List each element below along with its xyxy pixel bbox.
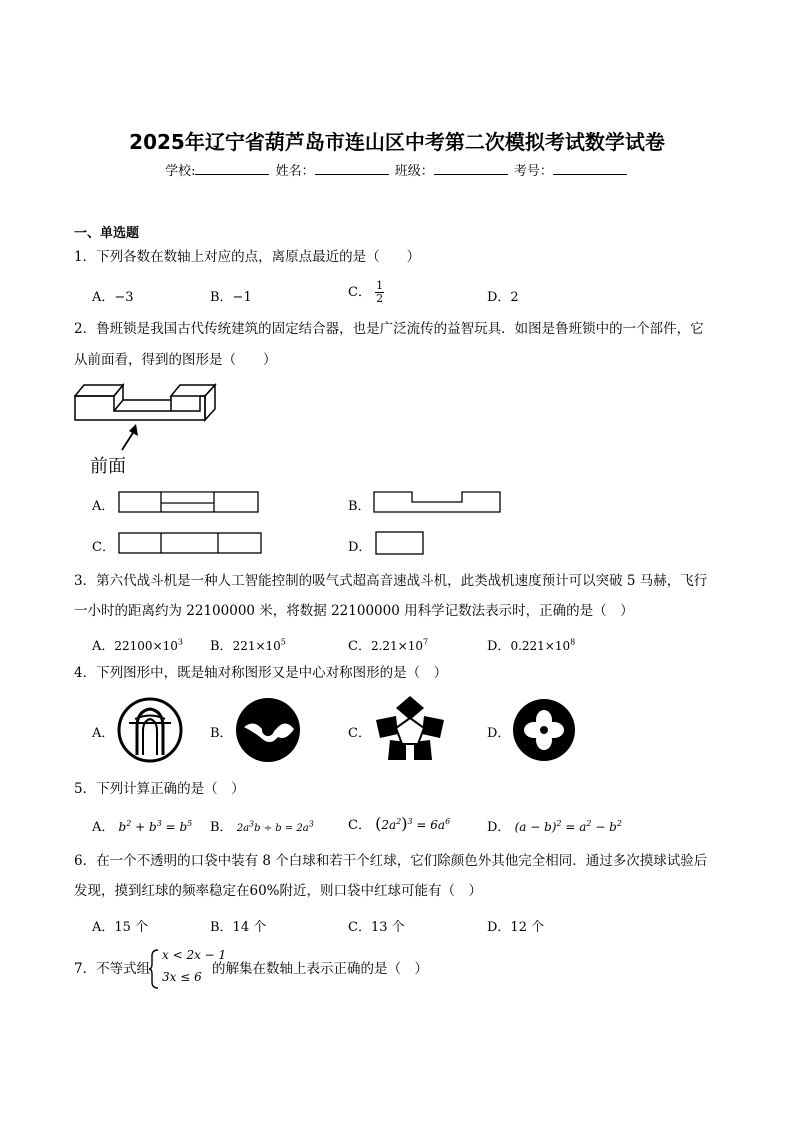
q4-option-d-label: D． xyxy=(487,726,511,741)
q4-option-c-figure xyxy=(372,694,448,766)
q1-option-c-label: C． xyxy=(348,285,371,300)
name-label: 姓名： xyxy=(275,164,315,179)
q5-option-c xyxy=(348,814,450,833)
question-4: 4．下列图形中，既是轴对称图形又是中心对称图形的是（ ） xyxy=(74,665,448,681)
q1-option-d: D．2 xyxy=(487,290,519,305)
q2-option-a-figure xyxy=(117,490,262,514)
fraction xyxy=(375,280,384,305)
q2-option-c-label: C． xyxy=(92,540,115,555)
q2-option-b-figure xyxy=(372,490,504,514)
q2-option-d-label: D． xyxy=(348,540,372,555)
brace-icon xyxy=(148,948,160,990)
q3-option-c-value: 2.21×10 xyxy=(370,639,423,653)
question-7-suffix: 的解集在数轴上表示正确的是（ ） xyxy=(212,961,428,977)
q5-option-b-formula: $2a^3b \div b = 2a^3$ xyxy=(236,819,314,834)
question-3-line2: 一小时的距离约为 22100000 米，将数据 22100000 用科学记数法表示时，正确的是（ ） xyxy=(74,603,634,619)
q5-option-a-label: A． xyxy=(92,820,115,835)
q5-option-b xyxy=(210,816,314,835)
section-heading: 一、单选题 xyxy=(74,226,140,241)
q3-option-b xyxy=(210,635,286,654)
q2-option-a-label: A． xyxy=(92,499,115,514)
q3-option-b-label: B． xyxy=(210,639,233,654)
q1-option-c xyxy=(348,280,384,305)
number-label: 考号： xyxy=(513,164,553,179)
q4-option-d-figure xyxy=(510,697,578,763)
q4-option-b-figure xyxy=(234,697,302,763)
exponent: 7 xyxy=(423,637,429,647)
q3-option-b-value: 221×10 xyxy=(232,639,281,653)
q1-option-a: A．−3 xyxy=(92,290,134,305)
exponent: 8 xyxy=(570,637,576,647)
name-blank xyxy=(315,162,389,175)
q3-option-a xyxy=(92,635,183,654)
class-blank xyxy=(434,162,508,175)
number-blank xyxy=(553,162,627,175)
question-6-line2: 发现，摸到红球的频率稳定在60%附近，则口袋中红球可能有（ ） xyxy=(74,883,483,899)
inequality-2: 3x ≤ 6 xyxy=(162,970,202,984)
q2-option-d-figure xyxy=(374,530,426,556)
q2-option-b-label: B． xyxy=(348,499,371,514)
q6-option-a: A．15 个 xyxy=(92,920,149,935)
q3-option-d-label: D． xyxy=(487,639,511,654)
q4-option-a-label: A． xyxy=(92,726,115,741)
question-1: 1．下列各数在数轴上对应的点，离原点最近的是（ ） xyxy=(74,249,421,265)
q2-option-c-figure xyxy=(117,531,265,555)
q4-option-b-label: B． xyxy=(210,726,233,741)
class-label: 班级： xyxy=(394,164,434,179)
question-3-line1: 3．第六代战斗机是一种人工智能控制的吸气式超高音速战斗机，此类战机速度预计可以突破 5 马赫，飞行 xyxy=(74,573,708,589)
q5-option-a-formula: $b^2 + b^3 = b^5$ xyxy=(118,819,193,834)
q6-option-d: D．12 个 xyxy=(487,920,545,935)
numerator: 1 xyxy=(376,279,384,292)
q5-option-c-label: C． xyxy=(348,818,371,833)
question-2-line1: 2．鲁班锁是我国古代传统建筑的固定结合器，也是广泛流传的益智玩具．如图是鲁班锁中的一个部件，它 xyxy=(74,321,704,337)
q5-option-a xyxy=(92,816,192,835)
q6-option-c: C．13 个 xyxy=(348,920,405,935)
q5-option-d xyxy=(487,816,622,835)
denominator: 2 xyxy=(376,292,384,305)
school-label: 学校: xyxy=(165,164,196,179)
figure-label: 前面 xyxy=(90,456,126,477)
q4-option-c-label: C． xyxy=(348,726,371,741)
question-2-line2: 从前面看，得到的图形是（ ） xyxy=(74,352,277,368)
q4-option-a-figure xyxy=(115,697,185,763)
q5-option-d-label: D． xyxy=(487,820,511,835)
page-title: 2025年辽宁省葫芦岛市连山区中考第二次模拟考试数学试卷 xyxy=(129,130,665,154)
school-blank xyxy=(195,162,269,175)
question-5: 5．下列计算正确的是（ ） xyxy=(74,781,245,797)
q3-option-d xyxy=(487,635,575,654)
exponent: 5 xyxy=(280,637,286,647)
q3-option-a-label: A． xyxy=(92,639,115,654)
q5-option-c-formula: $(2a^2)^3 = 6a^6$ xyxy=(375,814,451,833)
q3-option-a-value: 22100×10 xyxy=(114,639,178,653)
q6-option-b: B．14 个 xyxy=(210,920,267,935)
q5-option-d-formula: $(a - b)^2 = a^2 - b^2$ xyxy=(514,819,622,834)
inequality-1: x < 2x − 1 xyxy=(162,948,227,962)
q3-option-c-label: C． xyxy=(348,639,371,654)
q3-option-d-value: 0.221×10 xyxy=(510,639,571,653)
q5-option-b-label: B． xyxy=(210,820,233,835)
exponent: 3 xyxy=(177,637,183,647)
question-7-prefix: 7．不等式组 xyxy=(74,961,151,977)
student-info xyxy=(0,160,794,179)
question-6-line1: 6．在一个不透明的口袋中装有 8 个白球和若干个红球，它们除颜色外其他完全相同．通过多次摸球试验后 xyxy=(74,853,708,869)
q1-option-b: B．−1 xyxy=(210,290,252,305)
q3-option-c xyxy=(348,635,428,654)
